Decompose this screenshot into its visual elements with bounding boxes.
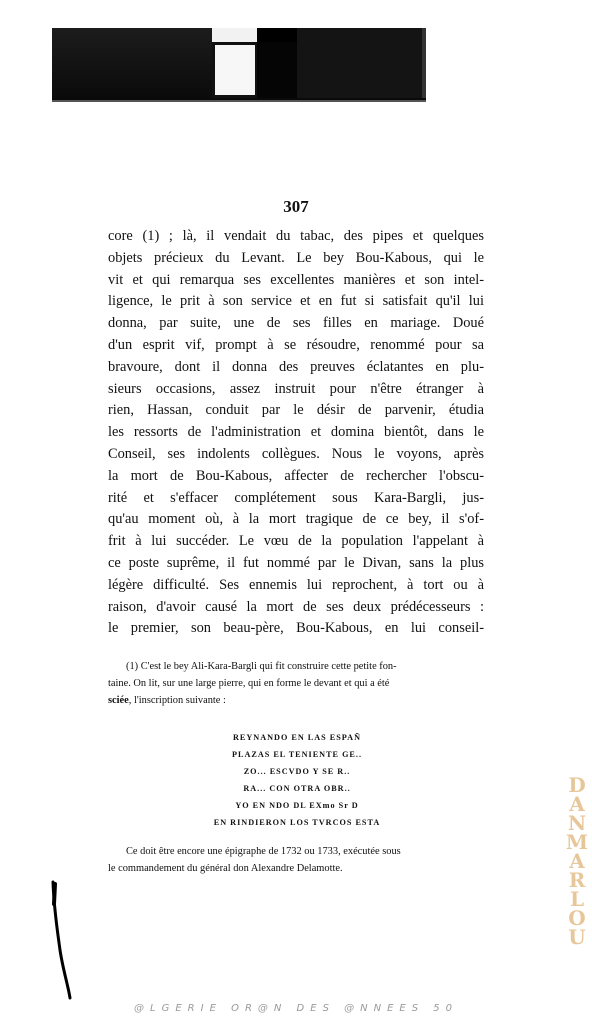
footnote-line: taine. On lit, sur une large pierre, qui en forme le devant et qui a été [108, 678, 390, 689]
body-line: core (1) ; là, il vendait du tabac, des pipes et quelques [108, 228, 484, 244]
body-line: qu'au moment où, à la mort tragique de ce bey, il s'of- [108, 511, 484, 528]
inscription-line: EN RINDIERON LOS TVRCOS ESTA [213, 818, 381, 827]
body-line: vit et qui remarqua ses excellentes manières et son intel- [108, 271, 484, 288]
body-line: d'un esprit vif, prompt à se résoudre, renommé pour sa [108, 336, 484, 353]
inscription-block [108, 729, 486, 831]
footnote-line [108, 692, 486, 709]
watermark-letter: M [565, 830, 589, 854]
watermark-letter: N [567, 811, 587, 835]
inscription-line: REYNANDO EN LAS ESPAÑ [233, 733, 361, 742]
watermark-letter: U [568, 925, 586, 949]
body-line: les ressorts de l'administration et domina bientôt, dans le [108, 424, 484, 441]
body-line: légère difficulté. Ses ennemis lui reprochent, à tort ou à [108, 576, 484, 593]
body-line: rien, Hassan, conduit par le désir de parvenir, étudia [108, 402, 484, 419]
watermark-letter: O [568, 906, 586, 930]
footnote-line: (1) C'est le bey Ali-Kara-Bargli qui fit construire cette petite fon- [126, 661, 397, 672]
watermark-letter: D [568, 773, 586, 797]
footnote [108, 658, 486, 709]
body-paragraph [108, 226, 484, 640]
body-line: Conseil, ses indolents collègues. Nous le voyons, après [108, 445, 484, 462]
body-line: frit à lui succéder. Le vœu de la population l'appelant à [108, 533, 484, 550]
watermark-letter: A [569, 792, 585, 816]
closing-line: le commandement du général don Alexandre Delamotte. [108, 863, 343, 874]
body-line: raison, d'avoir causé la mort de ses deux prédécesseurs : [108, 598, 484, 615]
inscription-line: RA... CON OTRA OBR.. [243, 784, 351, 793]
body-line: donna, par suite, une de ses filles en mariage. Doué [108, 315, 484, 332]
footnote-bold-word: sciée [108, 695, 129, 706]
body-line: bravoure, dont il donna des preuves éclatantes en plu- [108, 358, 484, 375]
body-line: objets précieux du Levant. Le bey Bou-Kabous, qui le [108, 249, 484, 266]
body-line: sieurs occasions, assez instruit pour n'être étranger à [108, 380, 484, 397]
inscription-line: PLAZAS EL TENIENTE GE.. [231, 750, 362, 759]
watermark-letter: L [569, 887, 585, 911]
body-line: ligence, le prit à son service et en fut si satisfait qu'il lui [108, 293, 484, 310]
watermark-text [562, 773, 592, 949]
body-line: la mort de Bou-Kabous, affecter de rechercher l'obscu- [108, 467, 484, 484]
closing-note [108, 843, 488, 877]
footer-watermark: @LGERIE OR@N DES @NNEES 50 [134, 1003, 458, 1014]
watermark-letter: R [568, 868, 586, 892]
inscription-line: ZO... ESCVDO Y SE R.. [243, 767, 351, 776]
body-line: ce poste suprême, il fut nommé par le Divan, sans la plus [108, 554, 484, 571]
margin-ink-mark [48, 880, 78, 1000]
watermark-letter: A [569, 849, 585, 873]
scanned-edge-strip [52, 28, 426, 102]
page-number: 307 [283, 197, 309, 216]
footnote-line-rest: , l'inscription suivante : [128, 695, 226, 706]
body-line: rité et s'effacer complétement sous Kara-Bargli, jus- [108, 489, 484, 506]
body-line: le premier, son beau-père, Bou-Kabous, en lui conseil- [108, 620, 484, 637]
inscription-line: YO EN NDO DL EXmo Sr D [235, 801, 359, 810]
closing-line: Ce doit être encore une épigraphe de 1732 ou 1733, exécutée sous [126, 846, 401, 857]
